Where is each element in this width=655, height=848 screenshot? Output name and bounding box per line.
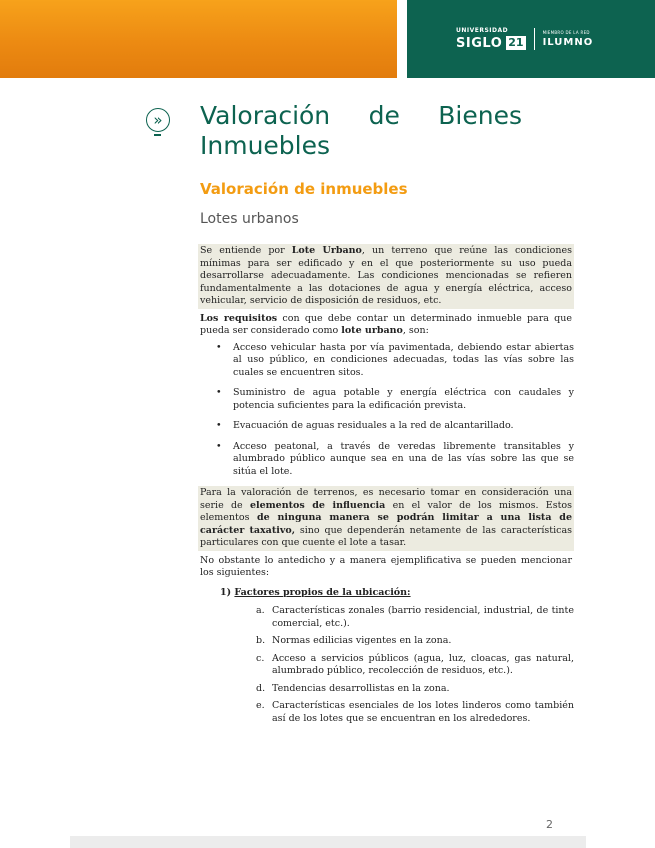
- text-run: Para la valoración de terrenos, es necesario tomar en consideración una serie de: [200, 487, 572, 511]
- factors-number: 1): [220, 586, 232, 598]
- list-item-text: Características esenciales de los lotes linderos como también así de los lotes que se encuentran en los alrededores.: [272, 700, 574, 724]
- header-separator: [397, 0, 407, 78]
- bold-term: de ninguna manera se podrán limitar a una lista de carácter taxativo,: [200, 512, 572, 536]
- list-item-text: Acceso peatonal, a través de veredas libremente transitables y alumbrado público aunque sea en una de las vías sobre las que se sitúa el lote.: [233, 440, 574, 477]
- logo-member-text: MIEMBRO DE LA RED: [542, 29, 590, 35]
- list-item: [198, 683, 574, 696]
- logo-siglo-row: [456, 36, 526, 50]
- factors-heading: [220, 587, 574, 600]
- page-number: 2: [546, 818, 553, 831]
- list-marker: a.: [256, 605, 265, 616]
- list-marker: b.: [256, 635, 266, 646]
- paragraph-lote-urbano: [198, 244, 574, 309]
- title-icon-underline: [154, 134, 161, 136]
- double-chevron-circle-icon: »: [146, 108, 170, 132]
- text-run: , son:: [402, 325, 429, 336]
- list-item: [198, 653, 574, 678]
- list-item-text: Evacuación de aguas residuales a la red de alcantarillado.: [233, 420, 514, 431]
- logo-ilumno-block: [543, 31, 594, 48]
- title-word: Valoración: [200, 101, 331, 130]
- paragraph-antedicho: No obstante lo antedicho y a manera ejemplificativa se pueden mencionar los siguientes:: [200, 554, 572, 578]
- requirements-list: [198, 342, 574, 479]
- list-item: [198, 387, 574, 412]
- university-logo: [456, 24, 593, 54]
- bold-term: Lote Urbano: [291, 245, 362, 256]
- footer-bar: [70, 836, 586, 848]
- bullet-marker: •: [216, 341, 222, 353]
- list-item-text: Acceso vehicular hasta por vía pavimentada, debiendo estar abiertas al uso público, en condiciones adecuadas, todas las vías sobre las cuales se encuentren sitos.: [233, 341, 574, 378]
- logo-ilumno-text: ILUMNO: [542, 36, 594, 48]
- text-run: , un terreno que reúne las condiciones mínimas para ser edificado y en el que posteriormente su uso pueda desarrollarse adecuadamente. Las condiciones mencionadas se refieren fundamentalmente a las dotaciones de agua y energía eléctrica, acceso vehicular, servicio de disposición de residuos, etc.: [200, 245, 572, 306]
- text-run: Se entiende por: [200, 245, 292, 256]
- header-orange-banner: [0, 0, 397, 78]
- bullet-marker: •: [216, 387, 222, 398]
- paragraph-elementos-influencia: [198, 486, 574, 551]
- list-item-text: Suministro de agua potable y energía eléctrica con caudales y potencia suficientes para la edificación prevista.: [233, 387, 574, 411]
- list-item: [198, 342, 574, 380]
- factors-list: [198, 605, 574, 725]
- page-title-line1: [200, 100, 522, 132]
- bullet-marker: •: [216, 420, 222, 431]
- text-run: en el valor de los mismos. Estos elementos: [200, 499, 572, 523]
- list-marker: d.: [256, 682, 266, 694]
- list-marker: e.: [256, 700, 265, 711]
- subsection-title: Lotes urbanos: [200, 211, 299, 227]
- logo-21-badge: 21: [508, 36, 524, 49]
- bold-term: lote urbano: [341, 325, 403, 336]
- document-body: [198, 244, 574, 730]
- list-item-text: Acceso a servicios públicos (agua, luz, cloacas, gas natural, alumbrado público, recolección de residuos, etc.).: [272, 652, 574, 676]
- text-run: sino que dependerán netamente de las características particulares con que cuente el lote a tasar.: [200, 524, 572, 548]
- bullet-marker: •: [216, 440, 222, 452]
- title-word: de: [368, 101, 400, 130]
- factors-heading-text: Factores propios de la ubicación:: [234, 586, 411, 598]
- list-item: [198, 441, 574, 479]
- list-marker: c.: [256, 652, 265, 664]
- section-title: Valoración de inmuebles: [200, 180, 408, 198]
- paragraph-requisitos: [198, 312, 574, 339]
- page-title-line2: Inmuebles: [200, 131, 331, 160]
- list-item: [198, 700, 574, 725]
- title-word: Bienes: [438, 101, 522, 130]
- logo-siglo-block: [456, 28, 526, 50]
- list-item-text: Tendencias desarrollistas en la zona.: [272, 682, 450, 694]
- list-item: [198, 420, 574, 433]
- logo-university-text: UNIVERSIDAD: [456, 27, 509, 34]
- list-item: [198, 635, 574, 648]
- list-item-text: Normas edilicias vigentes en la zona.: [272, 635, 452, 646]
- text-run: con que debe contar un determinado inmueble para que pueda ser considerado como: [200, 312, 572, 336]
- list-item: [198, 605, 574, 630]
- list-item-text: Características zonales (barrio residencial, industrial, de tinte comercial, etc.).: [272, 605, 574, 629]
- bold-term: Los requisitos: [200, 312, 278, 324]
- logo-siglo-text: SIGLO: [456, 35, 503, 51]
- bold-term: elementos de influencia: [249, 499, 386, 511]
- logo-divider: [534, 28, 535, 50]
